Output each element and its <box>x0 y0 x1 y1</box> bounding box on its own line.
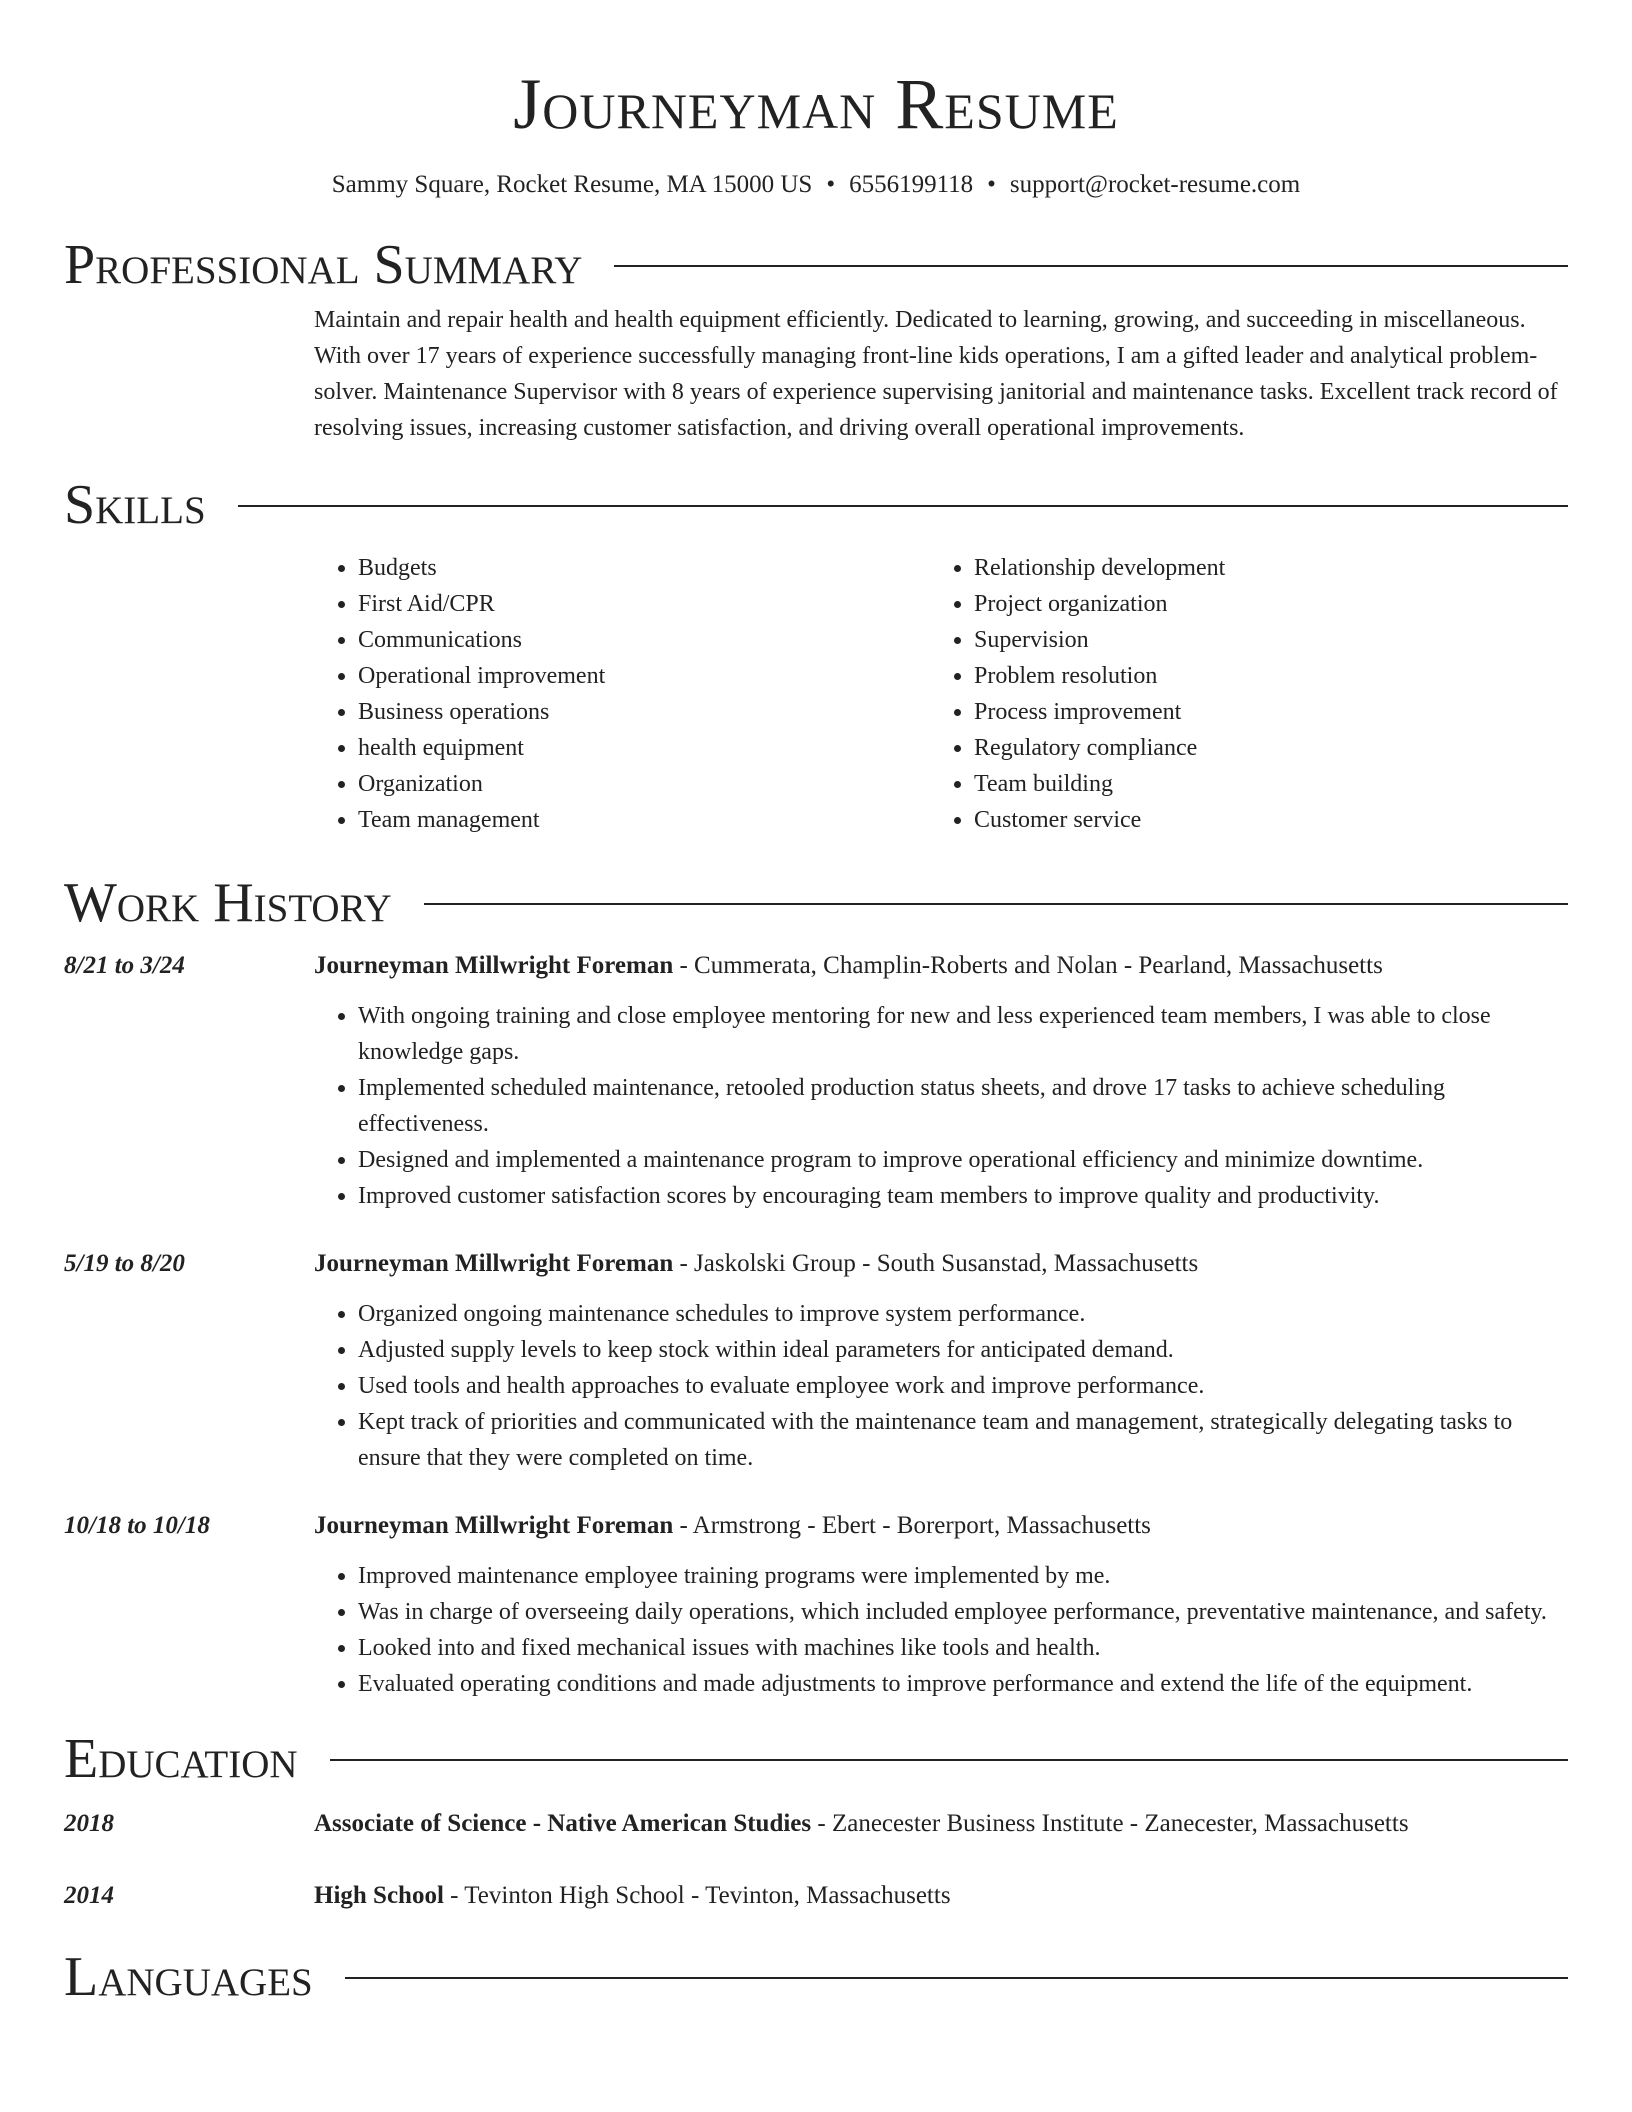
education-heading: Education <box>64 1728 298 1790</box>
section-divider <box>614 265 1568 267</box>
skills-right-list <box>930 550 1546 838</box>
job-bullet: • Implemented scheduled maintenance, retooled production status sheets, and drove 17 tasks to achieve scheduling effectiveness. <box>358 1070 1568 1142</box>
job-title: Journeyman Millwright Foreman <box>314 1512 674 1539</box>
skill-item: • Team management <box>358 802 930 838</box>
contact-phone: 6556199118 <box>849 171 974 198</box>
job-bullet: • Kept track of priorities and communicated with the maintenance team and management, strategically delegating tasks to ensure that they were completed on time. <box>358 1404 1568 1476</box>
contact-email: support@rocket-resume.com <box>1009 171 1301 198</box>
skills-section-header <box>64 472 1568 538</box>
job-bullet: • With ongoing training and close employee mentoring for new and less experienced team members, I was able to close knowledge gaps. <box>358 998 1568 1070</box>
job-bullet: • Designed and implemented a maintenance program to improve operational efficiency and minimize downtime. <box>358 1142 1568 1178</box>
skill-item: • Team building <box>974 766 1546 802</box>
skills-left-list <box>314 550 930 838</box>
contact-separator: • <box>826 171 836 198</box>
skill-item: • Operational improvement <box>358 658 930 694</box>
skill-item: • Project organization <box>974 586 1546 622</box>
section-divider <box>330 1759 1568 1761</box>
skill-item: • Communications <box>358 622 930 658</box>
education-details: - Tevinton High School - Tevinton, Massachusetts <box>443 1882 951 1909</box>
education-title-line <box>314 1806 1568 1842</box>
education-degree: High School <box>314 1882 444 1909</box>
section-divider <box>345 1977 1568 1979</box>
skill-item: • Customer service <box>974 802 1546 838</box>
job-entry <box>64 948 1568 1214</box>
contact-separator: • <box>987 171 996 198</box>
skill-item: • First Aid/CPR <box>358 586 930 622</box>
job-bullets <box>314 1558 1568 1702</box>
skill-item: • Regulatory compliance <box>974 730 1546 766</box>
languages-heading: Languages <box>64 1946 313 2008</box>
contact-address: Sammy Square, Rocket Resume, MA 15000 US <box>331 171 813 198</box>
job-dates: 8/21 to 3/24 <box>64 952 185 979</box>
skill-item: • Supervision <box>974 622 1546 658</box>
education-header <box>64 1878 1568 1914</box>
skill-item: • Organization <box>358 766 930 802</box>
summary-section-header <box>64 232 1568 298</box>
education-degree: Associate of Science - Native American Studies <box>314 1810 812 1837</box>
skills-section <box>314 550 1568 838</box>
job-dates: 5/19 to 8/20 <box>64 1250 185 1277</box>
summary-heading: Professional Summary <box>64 234 583 296</box>
job-bullets <box>314 1296 1568 1476</box>
job-details: - Armstrong - Ebert - Borerport, Massachusetts <box>673 1512 1151 1539</box>
skills-heading: Skills <box>64 474 206 536</box>
job-header <box>64 1508 1568 1544</box>
job-bullet: • Adjusted supply levels to keep stock within ideal parameters for anticipated demand. <box>358 1332 1568 1368</box>
work-heading: Work History <box>64 872 392 934</box>
job-entry <box>64 1508 1568 1702</box>
education-section-header <box>64 1726 1568 1792</box>
section-divider <box>424 903 1568 905</box>
job-details: - Cummerata, Champlin-Roberts and Nolan - Pearland, Massachusetts <box>673 952 1383 979</box>
job-title-line <box>314 948 1568 984</box>
education-entry <box>64 1878 1568 1914</box>
job-bullets <box>314 998 1568 1214</box>
job-bullet: • Looked into and fixed mechanical issues with machines like tools and health. <box>358 1630 1568 1666</box>
languages-section-header <box>64 1944 1568 2010</box>
skill-item: • Budgets <box>358 550 930 586</box>
resume-name: Journeyman Resume <box>513 64 1119 144</box>
education-year: 2014 <box>64 1882 114 1909</box>
job-bullet: • Evaluated operating conditions and made adjustments to improve performance and extend the life of the equipment. <box>358 1666 1568 1702</box>
job-details: - Jaskolski Group - South Susanstad, Massachusetts <box>673 1250 1199 1277</box>
contact-line <box>64 168 1568 202</box>
summary-section <box>314 302 1568 446</box>
job-title: Journeyman Millwright Foreman <box>314 1250 674 1277</box>
skill-item: • Business operations <box>358 694 930 730</box>
summary-text: Maintain and repair health and health equipment efficiently. Dedicated to learning, growing, and succeeding in miscellaneous. With over 17 years of experience successfully managing front-line kids operations, I am a gifted leader and analytical problem-solver. Maintenance Supervisor with 8 years of experience supervising janitorial and maintenance tasks. Excellent track record of resolving issues, increasing customer satisfaction, and driving overall operational improvements. <box>314 307 1558 441</box>
job-header <box>64 1246 1568 1282</box>
job-title: Journeyman Millwright Foreman <box>314 952 674 979</box>
education-details: - Zanecester Business Institute - Zanecester, Massachusetts <box>811 1810 1409 1837</box>
education-year: 2018 <box>64 1810 114 1837</box>
skill-item: • Problem resolution <box>974 658 1546 694</box>
job-header <box>64 948 1568 984</box>
skill-item: • health equipment <box>358 730 930 766</box>
job-entry <box>64 1246 1568 1476</box>
job-bullet: • Improved customer satisfaction scores by encouraging team members to improve quality and productivity. <box>358 1178 1568 1214</box>
skill-item: • Relationship development <box>974 550 1546 586</box>
job-dates: 10/18 to 10/18 <box>64 1512 210 1539</box>
education-title-line <box>314 1878 1568 1914</box>
job-bullet: • Improved maintenance employee training programs were implemented by me. <box>358 1558 1568 1594</box>
job-bullet: • Organized ongoing maintenance schedules to improve system performance. <box>358 1296 1568 1332</box>
job-title-line <box>314 1508 1568 1544</box>
education-header <box>64 1806 1568 1842</box>
education-entry <box>64 1806 1568 1842</box>
job-bullet: • Was in charge of overseeing daily operations, which included employee performance, preventative maintenance, and safety. <box>358 1594 1568 1630</box>
skill-item: • Process improvement <box>974 694 1546 730</box>
job-bullet: • Used tools and health approaches to evaluate employee work and improve performance. <box>358 1368 1568 1404</box>
job-title-line <box>314 1246 1568 1282</box>
work-section-header <box>64 870 1568 936</box>
section-divider <box>238 505 1568 507</box>
